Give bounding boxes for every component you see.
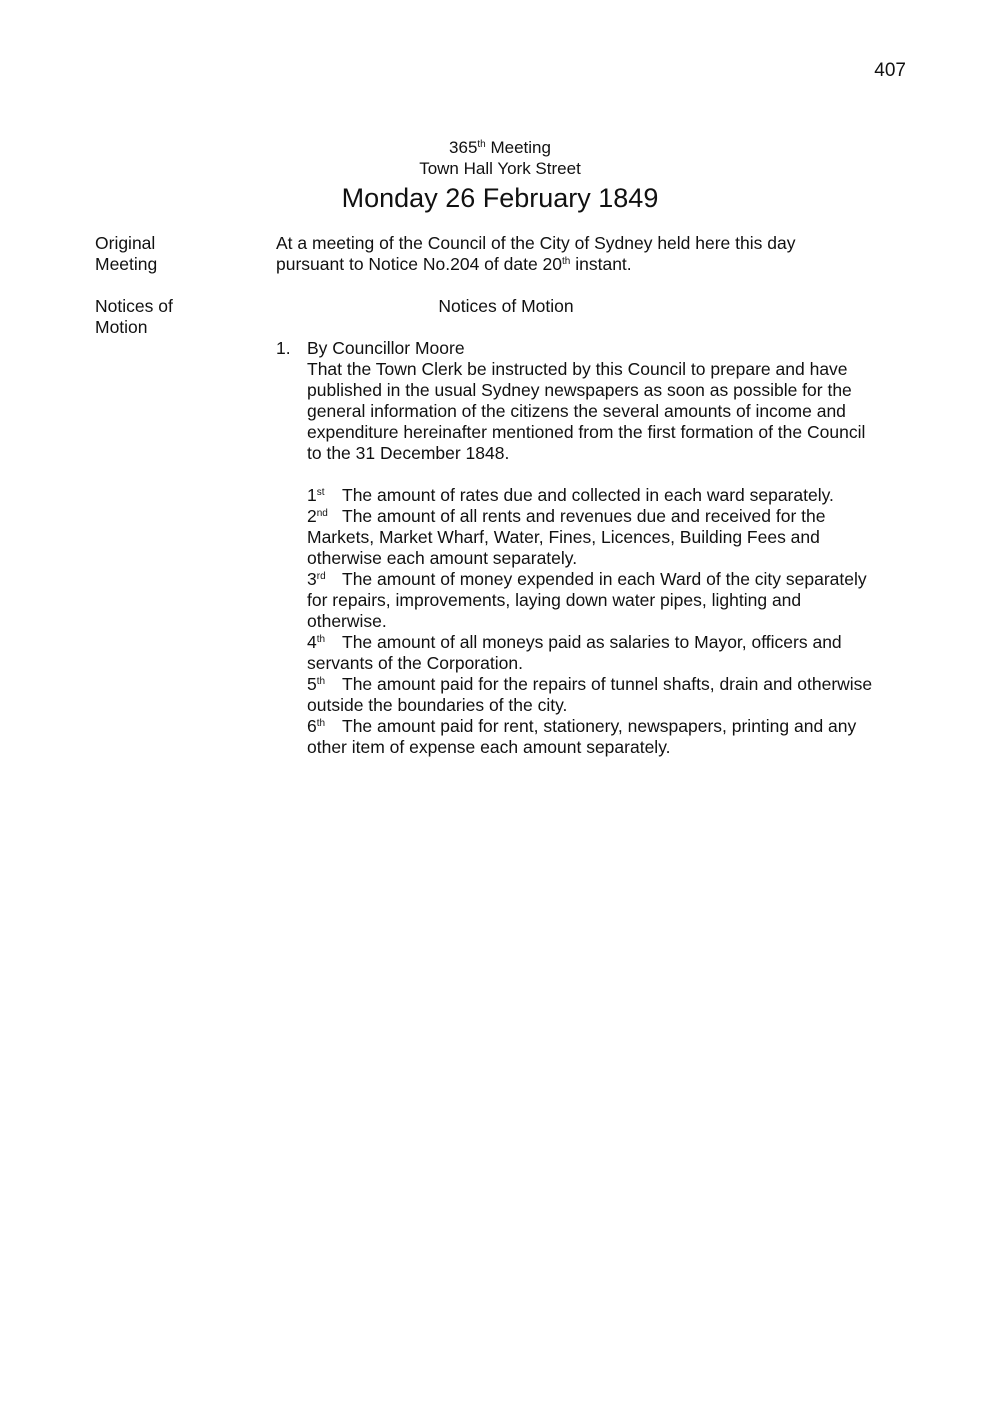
- motion-item-line: [307, 485, 917, 506]
- motion-item-text: The amount of all moneys paid as salaries to Mayor, officers and: [342, 632, 842, 652]
- ordinal-number: 1: [307, 485, 317, 505]
- motion-body: [307, 338, 917, 758]
- motion-item-text: The amount paid for rent, stationery, newspapers, printing and any: [342, 716, 857, 736]
- motion-item-text: outside the boundaries of the city.: [307, 695, 568, 715]
- ordinal-number: 5: [307, 674, 317, 694]
- motion-item-line: [307, 737, 917, 758]
- ordinal-suffix: th: [316, 676, 326, 687]
- motion-item-text: otherwise.: [307, 611, 387, 631]
- motion-item-ordinal: [307, 506, 342, 527]
- motion-item-ordinal: [307, 674, 342, 695]
- margin-note-original-meeting: [95, 233, 245, 275]
- motion-item: [307, 632, 917, 674]
- motion-item-text: servants of the Corporation.: [307, 653, 523, 673]
- motion-item-text: The amount of rates due and collected in each ward separately.: [342, 485, 834, 505]
- motion-intro-line: to the 31 December 1848.: [307, 443, 510, 463]
- ordinal-suffix: nd: [316, 508, 328, 519]
- margin-note-notices-of-motion: [95, 296, 245, 338]
- motion-item-line: [307, 506, 917, 527]
- motion-intro-line: published in the usual Sydney newspapers as soon as possible for the: [307, 380, 852, 400]
- ordinal-number: 3: [307, 569, 317, 589]
- motion-item-text: otherwise each amount separately.: [307, 548, 578, 568]
- original-meeting-text: [276, 233, 916, 275]
- text-fragment: instant.: [570, 254, 632, 274]
- ordinal-number: 4: [307, 632, 317, 652]
- original-meeting-line-1: At a meeting of the Council of the City of Sydney held here this day: [276, 233, 796, 253]
- margin-note-line: Meeting: [95, 254, 158, 274]
- motion-item-text: The amount of all rents and revenues due and received for the: [342, 506, 826, 526]
- motion-item-line: [307, 569, 917, 590]
- ordinal-number: 6: [307, 716, 317, 736]
- meeting-header: [0, 137, 1000, 214]
- motion-item: [307, 569, 917, 632]
- motion-item-text: Markets, Market Wharf, Water, Fines, Licences, Building Fees and: [307, 527, 820, 547]
- motion-item-text: other item of expense each amount separately.: [307, 737, 671, 757]
- motion-item-line: [307, 653, 917, 674]
- motion-item: [307, 674, 917, 716]
- motion-intro-line: That the Town Clerk be instructed by this Council to prepare and have: [307, 359, 848, 379]
- motion-item-ordinal: [307, 716, 342, 737]
- meeting-word: Meeting: [485, 138, 551, 157]
- motion-item: [307, 485, 917, 506]
- margin-note-line: Notices of: [95, 296, 173, 316]
- motion-item-text: The amount of money expended in each Ward of the city separately: [342, 569, 867, 589]
- original-meeting-line-2: [276, 254, 916, 275]
- motion-item-line: [307, 527, 917, 548]
- meeting-number: [0, 137, 1000, 158]
- motion-item-line: [307, 548, 917, 569]
- motion-mover: By Councillor Moore: [307, 338, 465, 358]
- ordinal-suffix: st: [316, 487, 325, 498]
- motion-item-line: [307, 674, 917, 695]
- ordinal-suffix: th: [316, 634, 326, 645]
- notices-of-motion-heading: Notices of Motion: [438, 296, 574, 316]
- motion-item-line: [307, 632, 917, 653]
- ordinal-suffix: th: [316, 718, 326, 729]
- motion-item: [307, 506, 917, 569]
- meeting-number-suffix: th: [477, 139, 486, 150]
- margin-note-line: Original: [95, 233, 156, 253]
- motion-number: 1.: [276, 338, 291, 358]
- ordinal-suffix: rd: [316, 571, 326, 582]
- paragraph-spacer: [307, 464, 917, 485]
- motion-item-line: [307, 611, 917, 632]
- motion-item-line: [307, 716, 917, 737]
- motion-item-text: for repairs, improvements, laying down water pipes, lighting and: [307, 590, 802, 610]
- meeting-venue: Town Hall York Street: [419, 159, 581, 178]
- date-suffix: th: [562, 256, 571, 267]
- motion-intro-line: general information of the citizens the several amounts of income and: [307, 401, 846, 421]
- meeting-date: Monday 26 February 1849: [341, 183, 659, 213]
- text-fragment: pursuant to Notice No.204 of date 20: [276, 254, 563, 274]
- motion-items: [307, 485, 917, 758]
- motion-intro-line: expenditure hereinafter mentioned from the first formation of the Council: [307, 422, 866, 442]
- motion-item-line: [307, 695, 917, 716]
- motion-item-line: [307, 590, 917, 611]
- margin-note-line: Motion: [95, 317, 148, 337]
- motion-intro: [307, 359, 917, 464]
- meeting-number-value: 365: [449, 138, 478, 157]
- motion-item-text: The amount paid for the repairs of tunnel shafts, drain and otherwise: [342, 674, 873, 694]
- motion-item: [307, 716, 917, 758]
- ordinal-number: 2: [307, 506, 317, 526]
- motion-item-ordinal: [307, 632, 342, 653]
- motion-item-ordinal: [307, 485, 342, 506]
- motion-item-ordinal: [307, 569, 342, 590]
- page-number: 407: [874, 60, 906, 81]
